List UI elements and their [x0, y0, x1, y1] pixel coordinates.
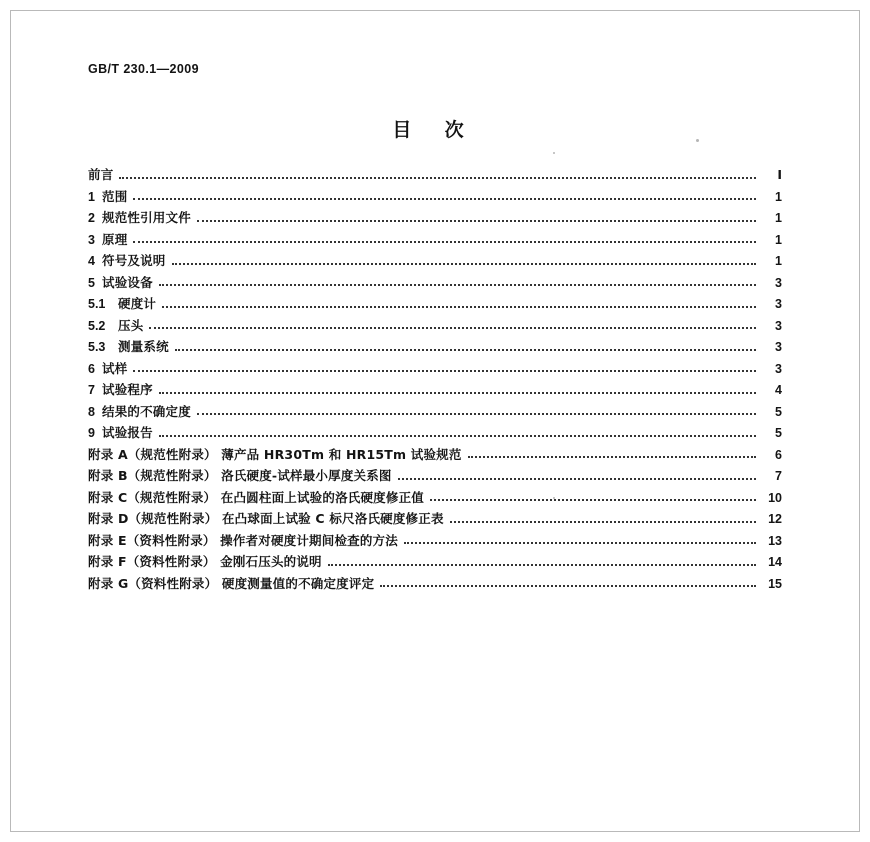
toc-entry-label: 符号及说明: [102, 253, 166, 268]
toc-entry[interactable]: [88, 569, 782, 591]
toc-entry-page: 3: [775, 275, 782, 290]
toc-entry-number: 8: [88, 404, 95, 419]
toc-leader-dots: [149, 319, 756, 332]
toc-leader-dots: [159, 384, 756, 397]
toc-entry-label: 附录 F（资料性附录） 金刚石压头的说明: [88, 554, 322, 569]
toc-entry-page: 1: [775, 254, 782, 268]
toc-entry-page: 14: [768, 555, 782, 569]
toc-entry-page: 3: [775, 361, 782, 376]
toc-entry-page: 15: [768, 576, 782, 591]
toc-entry-page: 7: [775, 469, 782, 483]
toc-entry-page: 5: [775, 404, 782, 419]
toc-entry-label: 压头: [118, 317, 144, 333]
toc-entry-label: 附录 B（规范性附录） 洛氏硬度-试样最小厚度关系图: [88, 468, 392, 483]
table-of-contents: [88, 160, 782, 590]
toc-entry[interactable]: [88, 182, 782, 204]
toc-entry[interactable]: [88, 203, 782, 225]
toc-entry-label: 附录 D（规范性附录） 在凸球面上试验 C 标尺洛氏硬度修正表: [88, 511, 444, 526]
toc-entry-label: 原理: [102, 231, 128, 247]
toc-entry-page: 1: [775, 211, 782, 225]
toc-leader-dots: [380, 577, 756, 590]
toc-entry-label: 附录 A（规范性附录） 薄产品 HR30Tm 和 HR15Tm 试验规范: [88, 446, 462, 462]
toc-entry[interactable]: [88, 397, 782, 419]
toc-entry[interactable]: [88, 268, 782, 290]
toc-entry-number: 6: [88, 361, 95, 376]
toc-entry-page: 6: [775, 447, 782, 462]
toc-entry-number: 4: [88, 254, 95, 268]
toc-entry-number: 7: [88, 383, 95, 397]
toc-entry[interactable]: [88, 461, 782, 483]
toc-leader-dots: [119, 169, 756, 182]
toc-entry-page: 3: [775, 340, 782, 354]
toc-entry-number: 5.3: [88, 340, 106, 354]
toc-leader-dots: [133, 190, 756, 203]
toc-entry-page: Ⅰ: [777, 168, 782, 182]
toc-entry[interactable]: [88, 289, 782, 311]
toc-entry-page: 12: [768, 512, 782, 526]
toc-entry-page: 10: [768, 490, 782, 505]
toc-entry[interactable]: [88, 418, 782, 440]
toc-leader-dots: [197, 405, 756, 418]
toc-entry-label: 附录 C（规范性附录） 在凸圆柱面上试验的洛氏硬度修正值: [88, 489, 424, 505]
toc-entry[interactable]: [88, 483, 782, 505]
toc-entry[interactable]: [88, 440, 782, 462]
toc-entry-label: 附录 E（资料性附录） 操作者对硬度计期间检查的方法: [88, 532, 398, 548]
toc-entry-page: 1: [775, 189, 782, 204]
toc-entry-label: 试验报告: [102, 425, 153, 440]
toc-entry-number: 5.1: [88, 297, 106, 311]
toc-entry-label: 结果的不确定度: [102, 403, 191, 419]
toc-leader-dots: [328, 556, 756, 569]
toc-entry[interactable]: [88, 526, 782, 548]
paper-speck: [696, 139, 699, 142]
toc-entry-number: 5.2: [88, 318, 106, 333]
toc-entry[interactable]: [88, 504, 782, 526]
toc-leader-dots: [159, 276, 756, 289]
toc-entry-label: 试验设备: [102, 274, 153, 290]
toc-entry-page: 3: [775, 318, 782, 333]
toc-entry-label: 附录 G（资料性附录） 硬度测量值的不确定度评定: [88, 575, 375, 591]
toc-entry[interactable]: [88, 246, 782, 268]
toc-entry-label: 测量系统: [118, 339, 169, 354]
toc-entry[interactable]: [88, 225, 782, 247]
toc-entry-number: 1: [88, 189, 95, 204]
toc-entry-page: 5: [775, 426, 782, 440]
toc-leader-dots: [430, 491, 756, 504]
toc-leader-dots: [175, 341, 756, 354]
toc-entry[interactable]: [88, 354, 782, 376]
toc-entry-page: 13: [768, 533, 782, 548]
toc-leader-dots: [162, 298, 756, 311]
toc-entry-label: 硬度计: [118, 296, 157, 311]
toc-entry-page: 3: [775, 297, 782, 311]
toc-entry-page: 1: [775, 232, 782, 247]
toc-leader-dots: [133, 362, 756, 375]
toc-leader-dots: [172, 255, 756, 268]
toc-entry-number: 9: [88, 426, 95, 440]
toc-leader-dots: [398, 470, 756, 483]
toc-leader-dots: [133, 233, 756, 246]
toc-entry[interactable]: [88, 160, 782, 182]
toc-entry-label: 试样: [102, 360, 128, 376]
toc-entry[interactable]: [88, 547, 782, 569]
toc-leader-dots: [450, 513, 756, 526]
toc-leader-dots: [404, 534, 756, 547]
toc-entry-page: 4: [775, 383, 782, 397]
toc-entry-label: 试验程序: [102, 382, 153, 397]
toc-entry-label: 规范性引用文件: [102, 210, 191, 225]
toc-entry-number: 2: [88, 211, 95, 225]
paper-speck: [553, 152, 555, 154]
toc-entry-label: 前言: [88, 167, 114, 182]
toc-entry[interactable]: [88, 332, 782, 354]
toc-entry-label: 范围: [102, 188, 128, 204]
standard-code: GB/T 230.1—2009: [88, 62, 199, 76]
page-title: 目 次: [392, 120, 478, 141]
toc-leader-dots: [159, 427, 756, 440]
toc-leader-dots: [468, 448, 756, 461]
toc-leader-dots: [197, 212, 756, 225]
toc-entry[interactable]: [88, 311, 782, 333]
paper-speck: [553, 497, 555, 499]
toc-entry-number: 3: [88, 232, 95, 247]
toc-entry-number: 5: [88, 275, 95, 290]
toc-entry[interactable]: [88, 375, 782, 397]
